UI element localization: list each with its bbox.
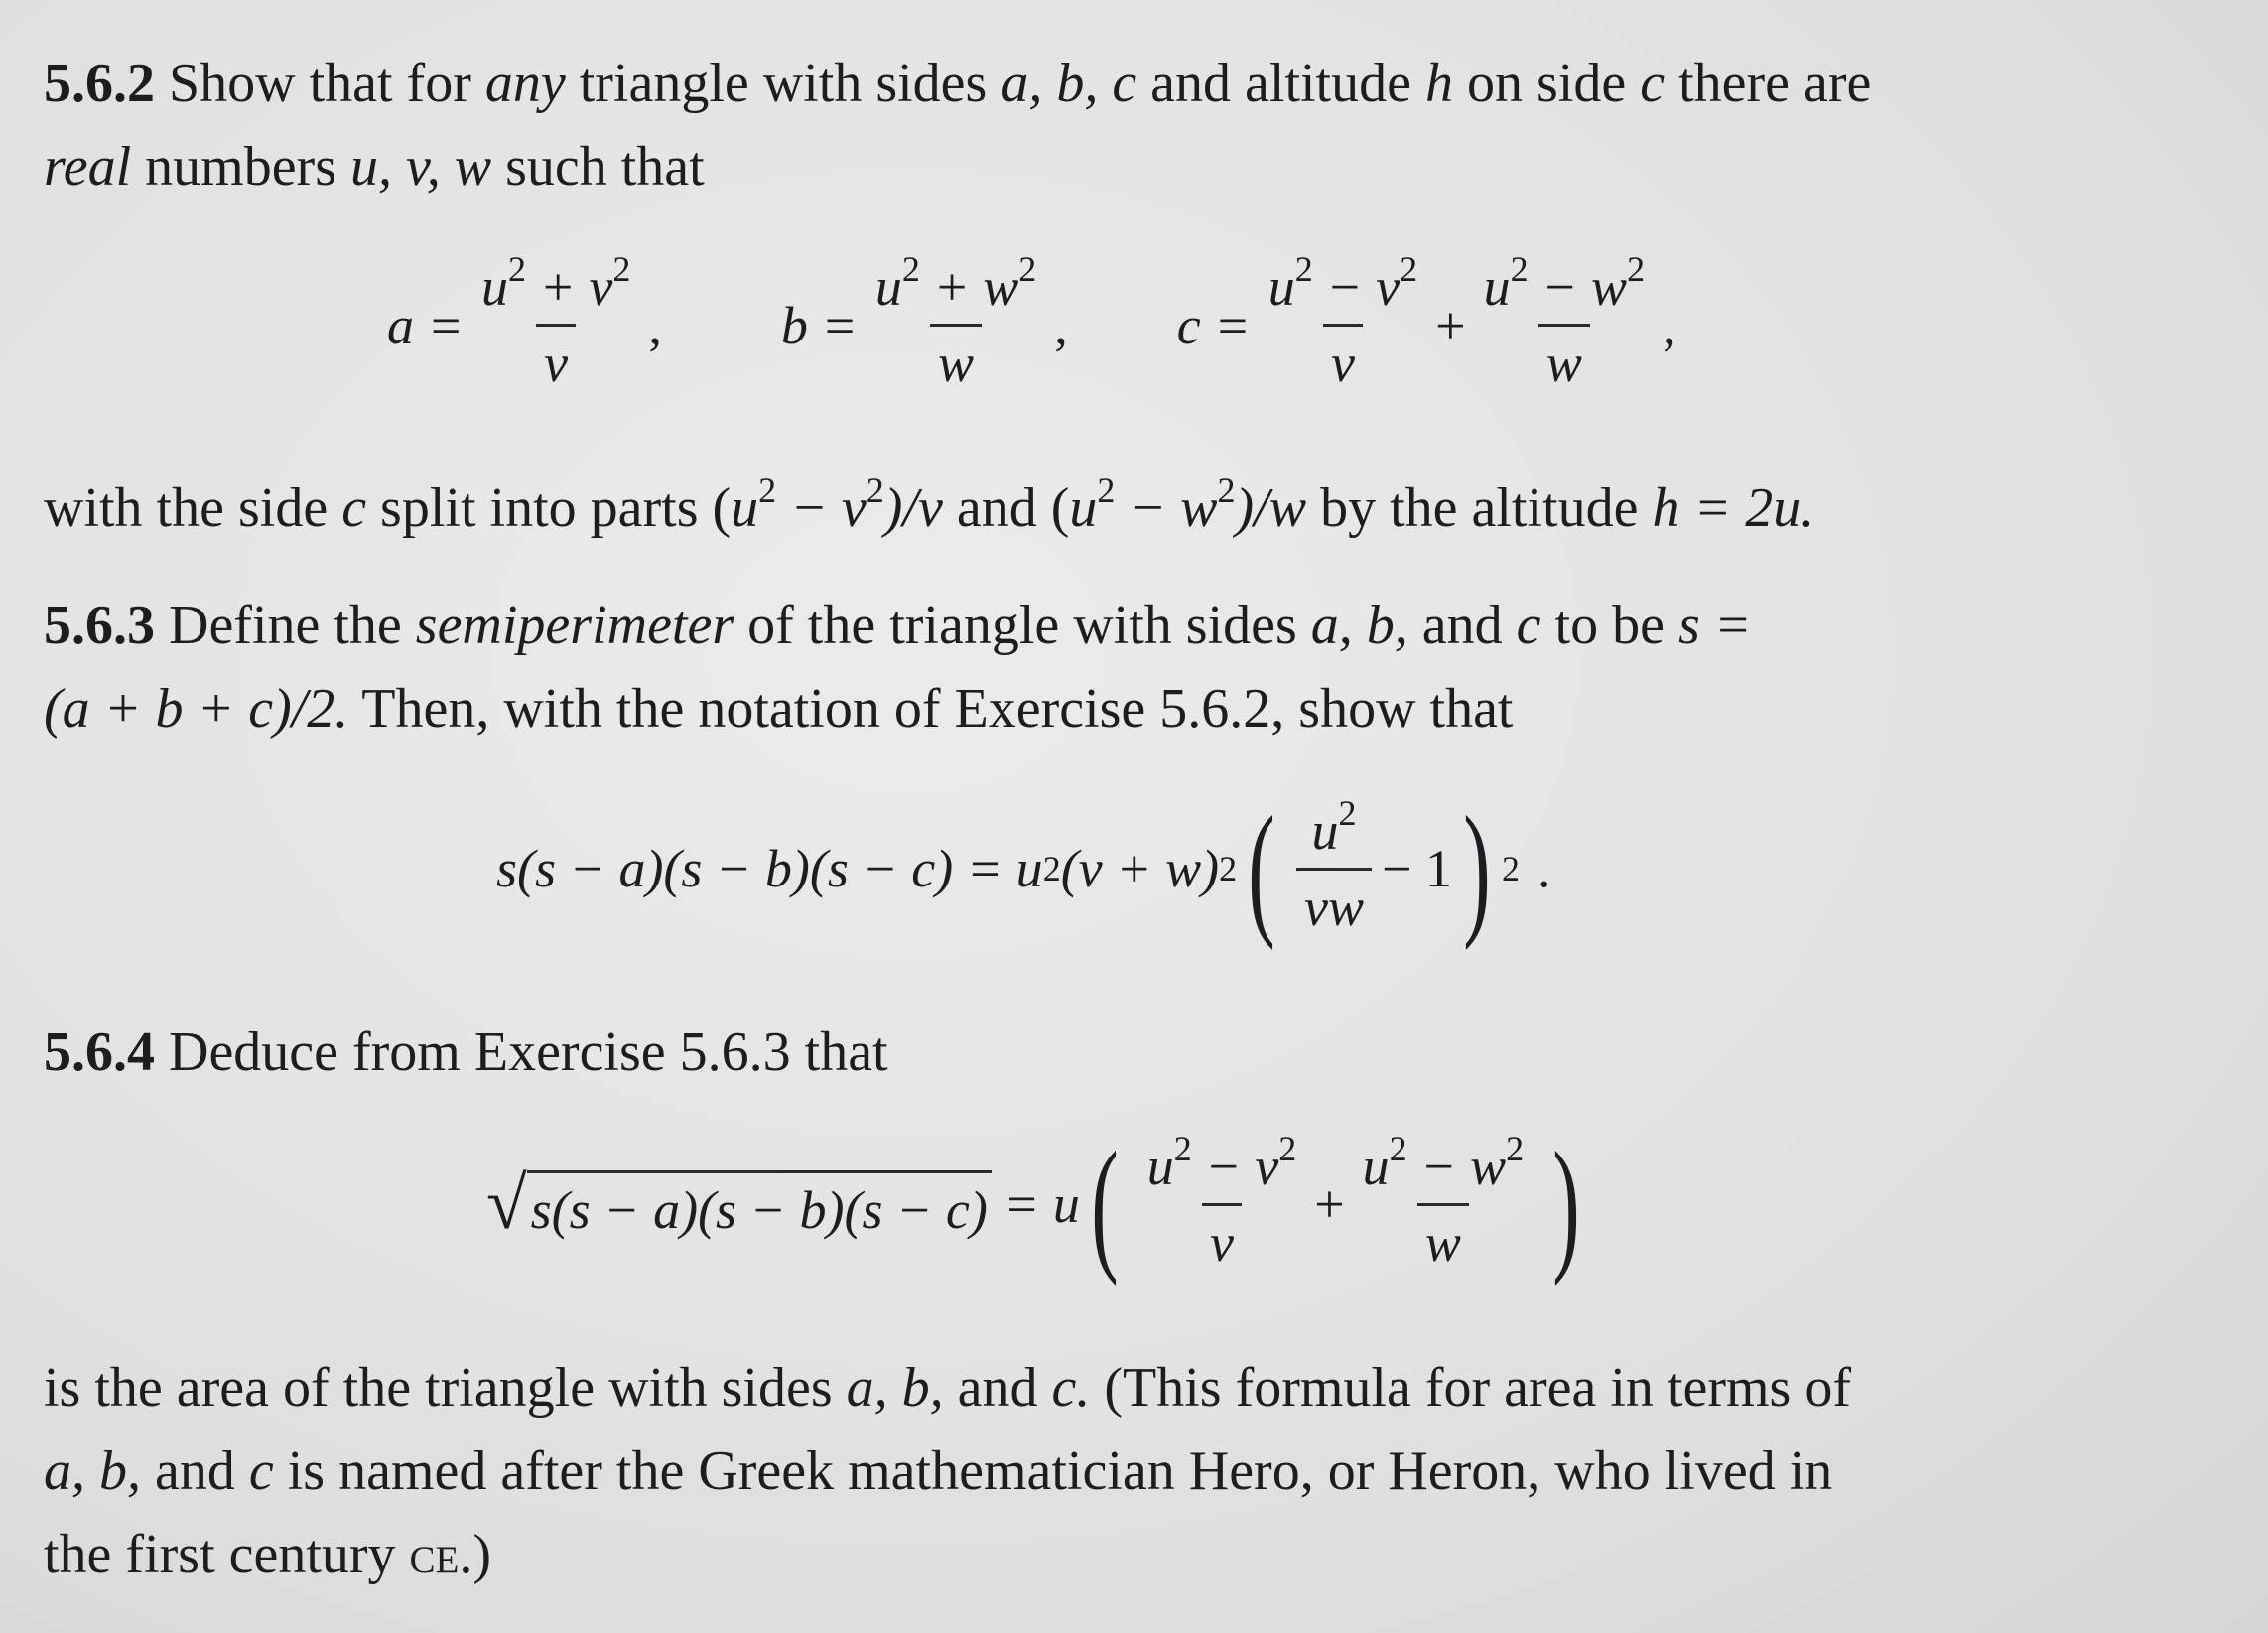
equation-heron-product: s(s − a)(s − b)(s − c) = u 2 (v + w) 2 ( $\frac{u^2}{vw}$ − 1 ) 2 . (496, 786, 1551, 951)
exercise-number: 5.6.4 (44, 1021, 155, 1083)
right-paren: ) (1552, 1122, 1580, 1287)
left-paren: ( (1091, 1122, 1119, 1287)
fraction-c2: $\frac{u^2 - w^2}{w}$ (1483, 249, 1646, 393)
exercise-5-6-4-conclusion: is the area of the triangle with sides a, b, and c. (This formula for area in terms of a, b, and c is named after the Greek mathematician Hero, or Heron, who lived in the first century ce.) (44, 1357, 1851, 1585)
fraction-b: $\frac{u^2 + w^2}{w}$ (874, 249, 1037, 393)
exercise-number: 5.6.2 (44, 53, 155, 114)
square-root: √ s(s − a)(s − b)(s − c) (486, 1167, 992, 1241)
fraction-2: $\frac{u^2 - w^2}{w}$ (1362, 1128, 1525, 1273)
exercise-5-6-3-text: 5.6.3 Define the semiperimeter of the triangle with sides a, b, and c to be s = (a + b + c)/2. Then, with the notation of Exercise 5.6.2, show that (44, 595, 1752, 740)
exercise-5-6-2-split-text: with the side c split into parts $(u^2 - v^2)/v$ and $(u^2 - w^2)/w$ by the altitude h = 2u. (44, 471, 1815, 539)
left-paren: ( (1248, 786, 1275, 951)
fraction-1: $\frac{u^2 - v^2}{v}$ (1146, 1128, 1297, 1273)
exercise-5-6-4-text: 5.6.4 Deduce from Exercise 5.6.3 that (44, 1021, 888, 1083)
fraction-u2-vw: $\frac{u^2}{vw}$ (1296, 804, 1372, 934)
radical-sign-icon: √ (486, 1163, 527, 1245)
exercise-number: 5.6.3 (44, 595, 155, 656)
equation-heron-area: √ s(s − a)(s − b)(s − c) = u ( $\frac{u^2 - v^2}{v}$ + $\frac{u^2 - w^2}{w}$ ) (486, 1122, 1580, 1287)
right-paren: ) (1463, 786, 1491, 951)
exercise-5-6-2-text: 5.6.2 Show that for any triangle with sides a, b, c and altitude h on side c there are real numbers u, v, w such that (44, 53, 1872, 198)
equation-sides: a = $\frac{u^2 + v^2}{v}$ , b = $\frac{u^2 + w^2}{w}$ , c = $\frac{u^2 - v^2}{v}$ + $\frac{u^2 - w^2}{w}$ , (387, 249, 1676, 393)
fraction-a: $\frac{u^2 + v^2}{v}$ (480, 249, 631, 393)
fraction-c1: $\frac{u^2 - v^2}{v}$ (1267, 249, 1418, 393)
